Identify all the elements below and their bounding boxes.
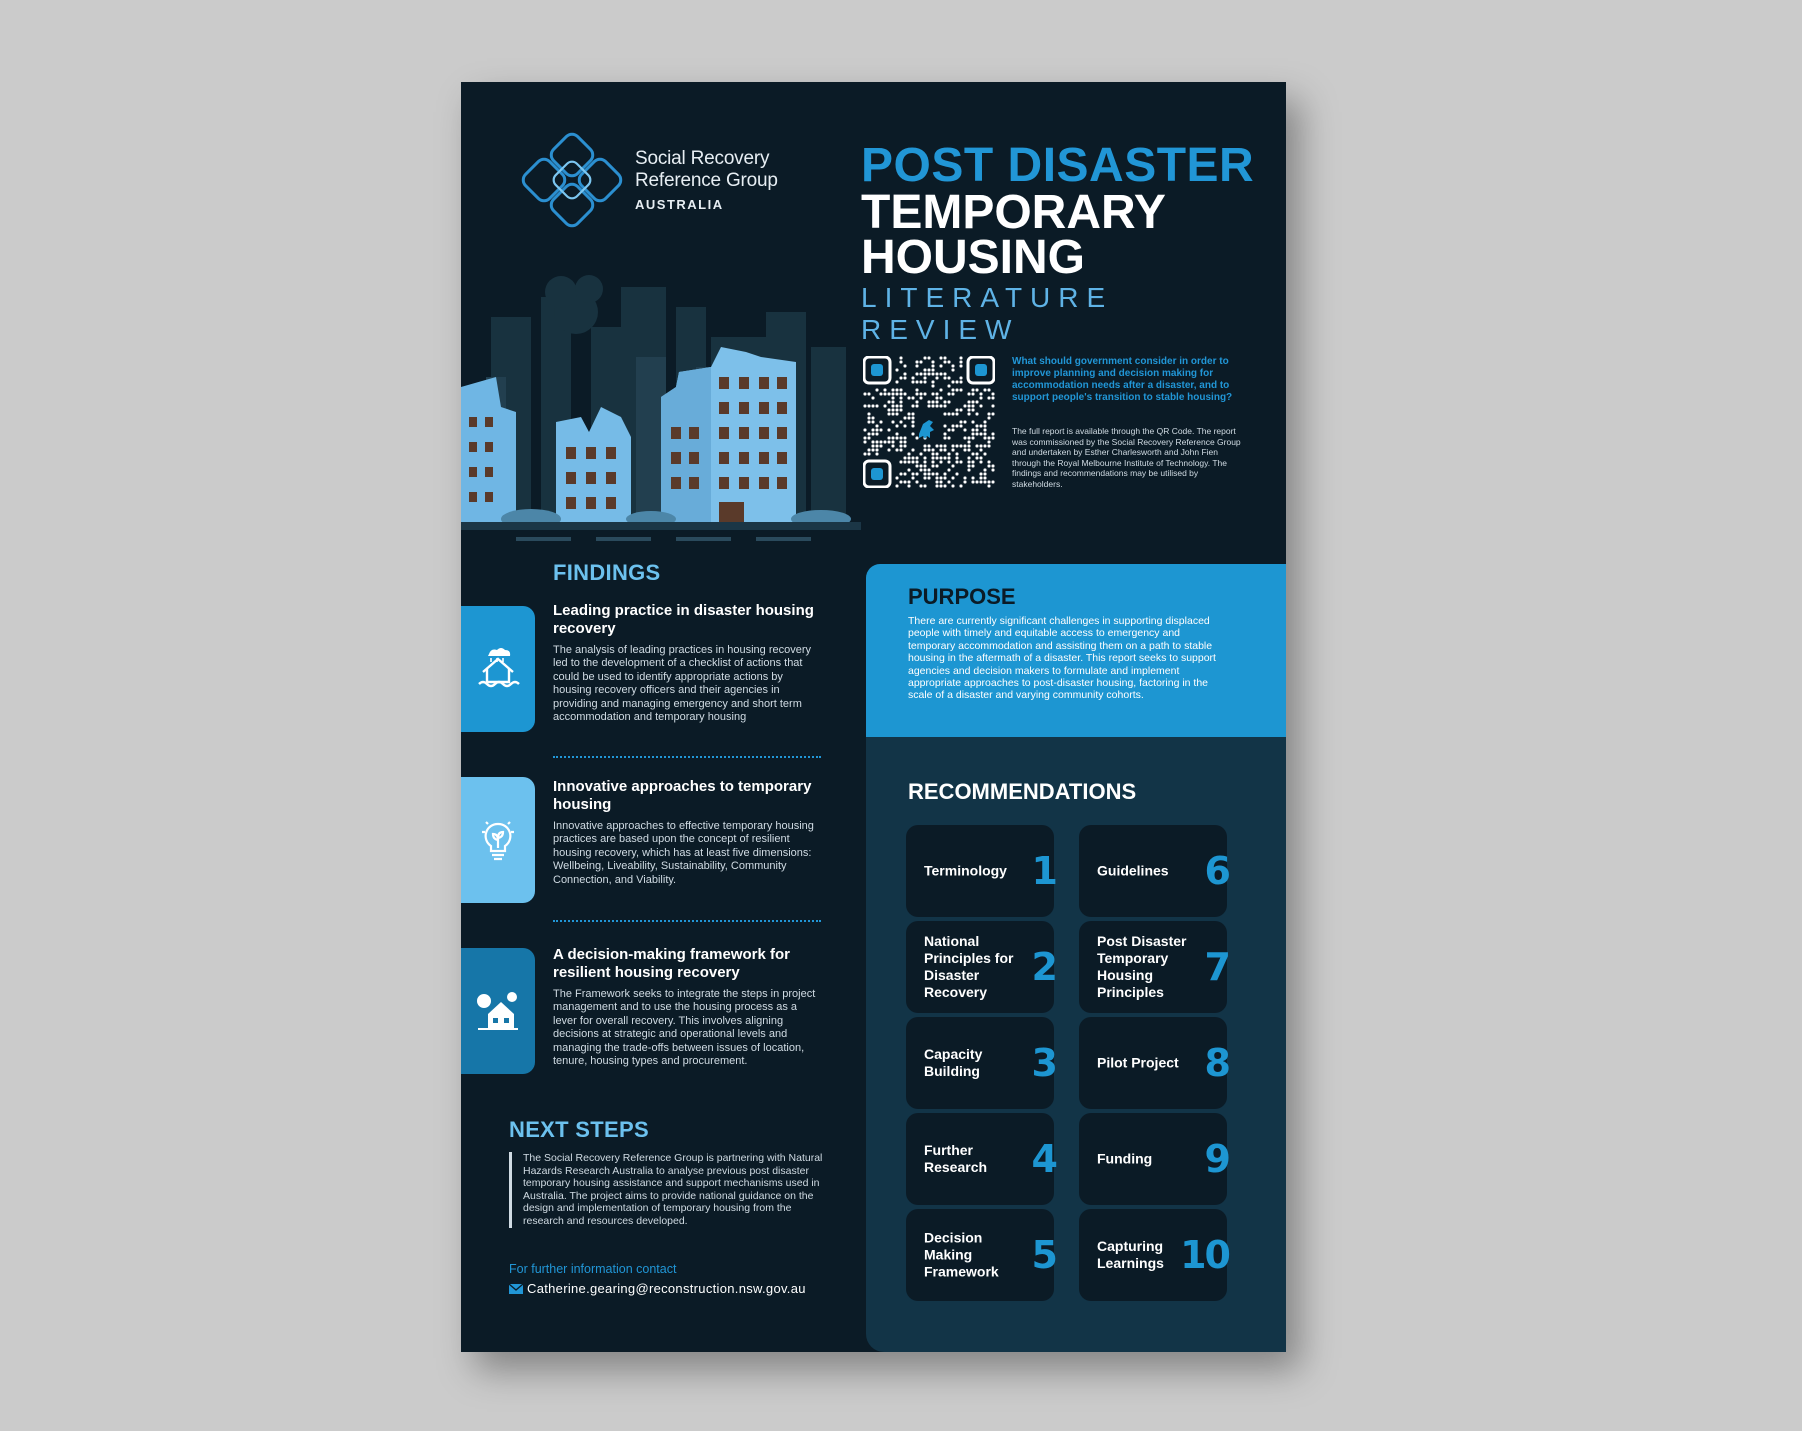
recommendations-panel bbox=[866, 737, 1286, 1352]
recommendation-card bbox=[906, 1209, 1054, 1301]
lightbulb-plant-icon bbox=[461, 777, 535, 903]
damaged-city-illustration bbox=[461, 267, 861, 547]
recommendation-label: Pilot Project bbox=[1097, 1054, 1179, 1071]
finding-title: A decision-making framework for resilient housing recovery bbox=[553, 946, 790, 981]
recommendation-number: 1 bbox=[1031, 849, 1056, 893]
findings-heading: FINDINGS bbox=[553, 560, 661, 585]
recommendation-number: 3 bbox=[1031, 1041, 1056, 1085]
recommendation-number: 10 bbox=[1180, 1233, 1229, 1277]
recommendation-card bbox=[1079, 825, 1227, 917]
envelope-icon bbox=[509, 1284, 523, 1294]
logo bbox=[519, 130, 778, 230]
flood-house-icon bbox=[461, 606, 535, 732]
purpose-heading: PURPOSE bbox=[908, 584, 1016, 609]
recommendation-label: Funding bbox=[1097, 1150, 1153, 1167]
recommendation-number: 2 bbox=[1031, 945, 1056, 989]
recommendation-label: Capacity Building bbox=[924, 1046, 983, 1079]
recommendation-card bbox=[1079, 1017, 1227, 1109]
logo-mark-icon bbox=[519, 130, 629, 230]
finding-body: Innovative approaches to effective temporary housing practices are based upon the concept of resilient housing recovery, which has at least five dimensions: Wellbeing, Liveability, Sustainability, Community Connection, and Viability. bbox=[553, 820, 814, 886]
recommendation-card bbox=[906, 825, 1054, 917]
recommendation-number: 6 bbox=[1204, 849, 1229, 893]
recommendation-number: 7 bbox=[1204, 945, 1229, 989]
recommendation-number: 9 bbox=[1204, 1137, 1229, 1181]
recommendation-label: Decision Making Framework bbox=[924, 1229, 999, 1280]
page-title bbox=[861, 139, 1271, 346]
divider bbox=[553, 756, 821, 758]
contact-email[interactable] bbox=[509, 1281, 806, 1296]
title-line2: TEMPORARY bbox=[861, 186, 1166, 239]
qr-code[interactable] bbox=[863, 356, 995, 488]
recommendation-card bbox=[906, 1017, 1054, 1109]
house-trees-icon bbox=[461, 948, 535, 1074]
recommendation-label: Guidelines bbox=[1097, 862, 1169, 879]
recommendation-label: Further Research bbox=[924, 1142, 988, 1175]
recommendations-heading: RECOMMENDATIONS bbox=[908, 779, 1137, 804]
recommendation-card bbox=[1079, 1209, 1227, 1301]
next-steps-body: The Social Recovery Reference Group is partnering with Natural Hazards Research Australia to analyse previous post disaster temporary housing assistance and support mechanisms used in Australia. The project aims to provide national guidance on the design and implementation of temporary housing from the research and resources developed. bbox=[509, 1152, 833, 1228]
title-line1: POST DISASTER bbox=[861, 139, 1255, 192]
recommendation-number: 8 bbox=[1204, 1041, 1229, 1085]
recommendation-card bbox=[906, 921, 1054, 1013]
divider bbox=[553, 920, 821, 922]
poster bbox=[461, 82, 1286, 1352]
qr-question: What should government consider in order to improve planning and decision making for accommodation needs after a disaster, and to support people's transition to stable housing? bbox=[1012, 356, 1233, 403]
purpose-body: There are currently significant challenges in supporting displaced people with timely and equitable access to emergency and temporary accommodation and assisting them on a path to stable housing in the aftermath of a disaster. This report seeks to support agencies and decision makers to formulate and implement appropriate approaches to post-disaster housing, factoring in the scale of a disaster and varying community cohorts. bbox=[908, 615, 1216, 702]
logo-name-line2: Reference Group bbox=[635, 170, 778, 191]
logo-country: AUSTRALIA bbox=[635, 197, 724, 212]
finding-title: Innovative approaches to temporary housing bbox=[553, 778, 812, 813]
purpose-panel bbox=[866, 564, 1286, 737]
title-subtitle: LITERATURE REVIEW bbox=[861, 282, 1114, 345]
recommendation-label: Terminology bbox=[924, 862, 1007, 879]
qr-note: The full report is available through the QR Code. The report was commissioned by the Social Recovery Reference Group and undertaken by Esther Charlesworth and John Fien through the Royal Melbourne Institute of Technology. The findings and recommendations may be utilised by stakeholders. bbox=[1012, 426, 1241, 489]
finding-body: The analysis of leading practices in housing recovery led to the development of a checklist of actions that could be used to identify appropriate actions by housing recovery officers and their agencies in providing and managing emergency and short term accommodation and temporary housing bbox=[553, 644, 812, 724]
recommendation-card bbox=[1079, 921, 1227, 1013]
recommendation-label: Capturing Learnings bbox=[1097, 1238, 1164, 1271]
recommendation-card bbox=[1079, 1113, 1227, 1205]
recommendation-number: 4 bbox=[1031, 1137, 1056, 1181]
logo-name-line1: Social Recovery bbox=[635, 148, 770, 169]
title-line3: HOUSING bbox=[861, 231, 1086, 284]
next-steps-heading: NEXT STEPS bbox=[509, 1117, 649, 1142]
recommendation-number: 5 bbox=[1031, 1233, 1056, 1277]
recommendation-label: National Principles for Disaster Recovery bbox=[924, 933, 1014, 1000]
contact-email-text[interactable]: Catherine.gearing@reconstruction.nsw.gov.au bbox=[527, 1281, 806, 1296]
recommendation-label: Post Disaster Temporary Housing Principles bbox=[1097, 933, 1187, 1000]
contact-label: For further information contact bbox=[509, 1262, 677, 1276]
finding-title: Leading practice in disaster housing recovery bbox=[553, 602, 814, 637]
recommendation-card bbox=[906, 1113, 1054, 1205]
finding-body: The Framework seeks to integrate the steps in project management and to use the housing process as a lever for overall recovery. This involves aligning decisions at strategic and operational levels and managing the trade-offs between issues of location, tenure, housing types and procurement. bbox=[553, 988, 816, 1068]
